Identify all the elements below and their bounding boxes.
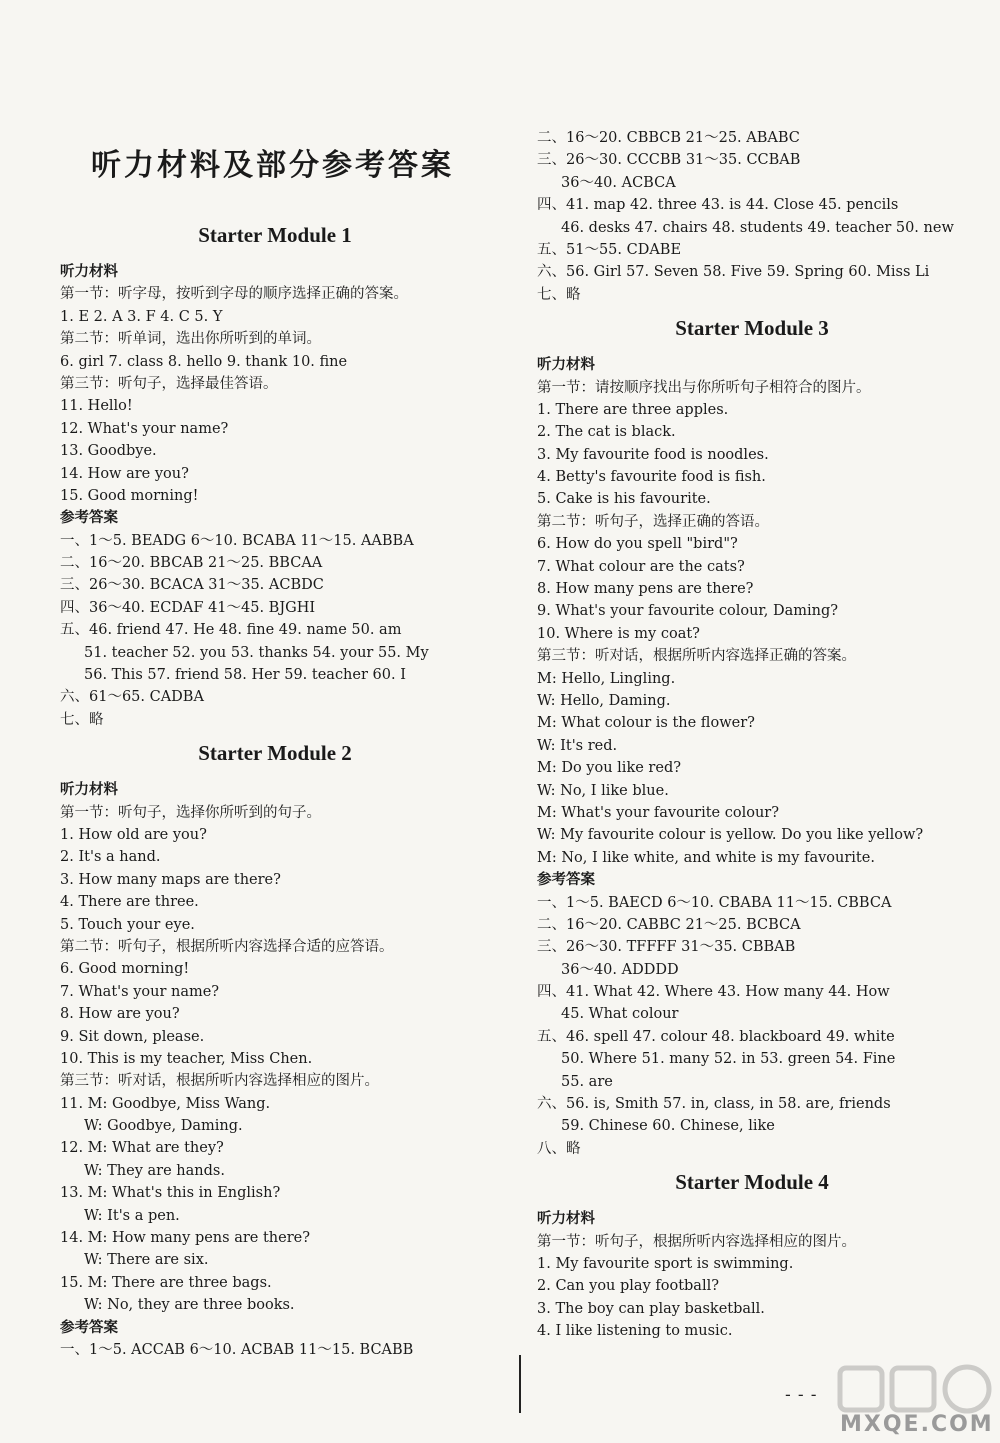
module-title: Starter Module 1 bbox=[198, 223, 352, 247]
text-line: 二、16～20. BBCAB 21～25. BBCAA bbox=[60, 555, 323, 572]
text-line: 第二节：听句子，根据所听内容选择合适的应答语。 bbox=[60, 938, 394, 955]
text-line: 5. Cake is his favourite. bbox=[537, 491, 711, 508]
text-line: 八、略 bbox=[537, 1140, 581, 1157]
text-line: 11. Hello! bbox=[60, 398, 133, 415]
text-line: 五、51～55. CDABE bbox=[537, 241, 682, 258]
text-line: 50. Where 51. many 52. in 53. green 54. Fine bbox=[561, 1051, 896, 1068]
text-line: 55. are bbox=[561, 1073, 613, 1090]
text-line: 36～40. ADDDD bbox=[561, 961, 679, 978]
text-line: 四、41. map 42. three 43. is 44. Close 45. pencils bbox=[537, 197, 899, 214]
text-line: 56. This 57. friend 58. Her 59. teacher 60. I bbox=[84, 667, 406, 684]
text-line: 三、26～30. TFFFF 31～35. CBBAB bbox=[537, 939, 796, 956]
text-line: 三、26～30. BCACA 31～35. ACBDC bbox=[60, 577, 324, 594]
text-line: 6. How do you spell "bird"? bbox=[537, 536, 738, 553]
text-line: M: What colour is the flower? bbox=[537, 715, 755, 732]
text-line: M: No, I like white, and white is my favourite. bbox=[537, 849, 875, 866]
text-line: 3. The boy can play basketball. bbox=[537, 1300, 765, 1317]
module-title: Starter Module 4 bbox=[675, 1170, 829, 1195]
text-line: 14. How are you? bbox=[60, 465, 189, 482]
section-heading: 听力材料 bbox=[60, 263, 118, 280]
page-title: 听力材料及部分参考答案 bbox=[91, 148, 454, 183]
text-line: M: What's your favourite colour? bbox=[537, 804, 780, 821]
text-line: 15. M: There are three bags. bbox=[60, 1274, 272, 1291]
text-line: 59. Chinese 60. Chinese, like bbox=[561, 1118, 775, 1135]
text-line: 五、46. spell 47. colour 48. blackboard 49. white bbox=[537, 1028, 895, 1045]
text-line: 七、略 bbox=[60, 711, 104, 728]
text-line: 9. What's your favourite colour, Daming? bbox=[537, 603, 839, 620]
text-line: 第一节：听句子，选择你所听到的句子。 bbox=[60, 804, 321, 821]
text-line: 5. Touch your eye. bbox=[60, 916, 195, 933]
text-line: M: Hello, Lingling. bbox=[537, 670, 676, 687]
text-line: 1. My favourite sport is swimming. bbox=[537, 1255, 794, 1272]
text-line: 4. Betty's favourite food is fish. bbox=[537, 469, 766, 486]
text-line: 8. How are you? bbox=[60, 1006, 180, 1023]
text-line: 1. How old are you? bbox=[60, 826, 207, 843]
text-line: 3. How many maps are there? bbox=[60, 871, 281, 888]
text-line: 10. Where is my coat? bbox=[537, 625, 700, 642]
text-line: 14. M: How many pens are there? bbox=[60, 1230, 310, 1247]
section-heading: 听力材料 bbox=[537, 356, 595, 374]
module-title: Starter Module 3 bbox=[675, 316, 829, 341]
section-heading: 听力材料 bbox=[537, 1210, 595, 1228]
text-line: 13. Goodbye. bbox=[60, 443, 157, 460]
text-line: 四、41. What 42. Where 43. How many 44. How bbox=[537, 984, 890, 1001]
text-line: W: No, they are three books. bbox=[84, 1297, 295, 1314]
text-line: 3. My favourite food is noodles. bbox=[537, 446, 769, 463]
left-column bbox=[60, 213, 490, 1361]
text-line: 6. Good morning! bbox=[60, 961, 190, 978]
page-divider bbox=[519, 1355, 521, 1413]
text-line: W: It's a pen. bbox=[84, 1207, 180, 1224]
text-line: 二、16～20. CBBCB 21～25. ABABC bbox=[537, 130, 800, 146]
text-line: 第三节：听对话，根据所听内容选择相应的图片。 bbox=[60, 1073, 379, 1090]
text-line: 一、1～5. BEADG 6～10. BCABA 11～15. AABBA bbox=[60, 532, 414, 549]
text-line: 2. Can you play football? bbox=[537, 1278, 719, 1295]
footer-dashes: - - - bbox=[785, 1385, 818, 1404]
text-line: 10. This is my teacher, Miss Chen. bbox=[60, 1050, 313, 1067]
text-line: 2. It's a hand. bbox=[60, 849, 161, 866]
text-line: W: They are hands. bbox=[84, 1162, 225, 1179]
text-line: 13. M: What's this in English? bbox=[60, 1185, 281, 1202]
text-line: 第二节：听单词，选出你所听到的单词。 bbox=[60, 331, 321, 348]
text-line: 第三节：听对话，根据所听内容选择正确的答案。 bbox=[537, 648, 856, 665]
text-line: 36～40. ACBCA bbox=[561, 174, 676, 191]
section-heading: 参考答案 bbox=[60, 509, 118, 527]
text-line: 12. What's your name? bbox=[60, 420, 229, 437]
watermark-text: MXQE.COM bbox=[840, 1412, 994, 1437]
text-line: 8. How many pens are there? bbox=[537, 581, 754, 598]
text-line: 一、1～5. BAECD 6～10. CBABA 11～15. CBBCA bbox=[537, 894, 892, 911]
text-line: 第二节：听句子，选择正确的答语。 bbox=[537, 513, 769, 530]
section-heading: 参考答案 bbox=[60, 1318, 118, 1336]
text-line: 7. What's your name? bbox=[60, 983, 220, 1000]
text-line: 第一节：请按顺序找出与你所听句子相符合的图片。 bbox=[537, 379, 871, 396]
text-line: 7. What colour are the cats? bbox=[537, 558, 745, 575]
right-column bbox=[537, 127, 967, 1343]
text-line: 四、36～40. ECDAF 41～45. BJGHI bbox=[60, 599, 316, 616]
text-line: 4. I like listening to music. bbox=[537, 1323, 733, 1340]
text-line: 五、46. friend 47. He 48. fine 49. name 50. am bbox=[60, 622, 402, 639]
text-line: 第一节：听字母，按听到字母的顺序选择正确的答案。 bbox=[60, 286, 408, 303]
text-line: 11. M: Goodbye, Miss Wang. bbox=[60, 1095, 271, 1112]
text-line: W: No, I like blue. bbox=[537, 782, 669, 799]
text-line: 1. E 2. A 3. F 4. C 5. Y bbox=[60, 308, 223, 325]
text-line: W: Goodbye, Daming. bbox=[84, 1118, 243, 1135]
text-line: W: There are six. bbox=[84, 1252, 209, 1269]
section-heading: 参考答案 bbox=[537, 871, 595, 889]
text-line: 1. There are three apples. bbox=[537, 401, 729, 418]
text-line: 46. desks 47. chairs 48. students 49. teacher 50. new bbox=[561, 219, 954, 236]
text-line: 三、26～30. CCCBB 31～35. CCBAB bbox=[537, 152, 801, 169]
text-line: 第三节：听句子，选择最佳答语。 bbox=[60, 375, 278, 392]
text-line: 15. Good morning! bbox=[60, 487, 199, 504]
text-line: M: Do you like red? bbox=[537, 760, 681, 777]
text-line: W: My favourite colour is yellow. Do you like yellow? bbox=[537, 827, 924, 844]
text-line: 51. teacher 52. you 53. thanks 54. your 55. My bbox=[84, 644, 429, 661]
section-heading: 听力材料 bbox=[60, 781, 118, 799]
text-line: 45. What colour bbox=[561, 1006, 679, 1023]
text-line: 七、略 bbox=[537, 286, 581, 303]
text-line: W: It's red. bbox=[537, 737, 618, 754]
text-line: 12. M: What are they? bbox=[60, 1140, 224, 1157]
text-line: 9. Sit down, please. bbox=[60, 1028, 205, 1045]
module-title: Starter Module 2 bbox=[198, 741, 352, 766]
text-line: 二、16～20. CABBC 21～25. BCBCA bbox=[537, 916, 801, 933]
text-line: 6. girl 7. class 8. hello 9. thank 10. fine bbox=[60, 353, 348, 370]
text-line: 4. There are three. bbox=[60, 894, 199, 911]
text-line: 六、56. Girl 57. Seven 58. Five 59. Spring 60. Miss Li bbox=[537, 264, 930, 281]
text-line: 一、1～5. ACCAB 6～10. ACBAB 11～15. BCABB bbox=[60, 1341, 414, 1358]
text-line: 六、61～65. CADBA bbox=[60, 689, 204, 706]
text-line: W: Hello, Daming. bbox=[537, 692, 671, 709]
text-line: 第一节：听句子，根据所听内容选择相应的图片。 bbox=[537, 1233, 856, 1250]
text-line: 六、56. is, Smith 57. in, class, in 58. are, friends bbox=[537, 1096, 891, 1113]
text-line: 2. The cat is black. bbox=[537, 424, 676, 441]
